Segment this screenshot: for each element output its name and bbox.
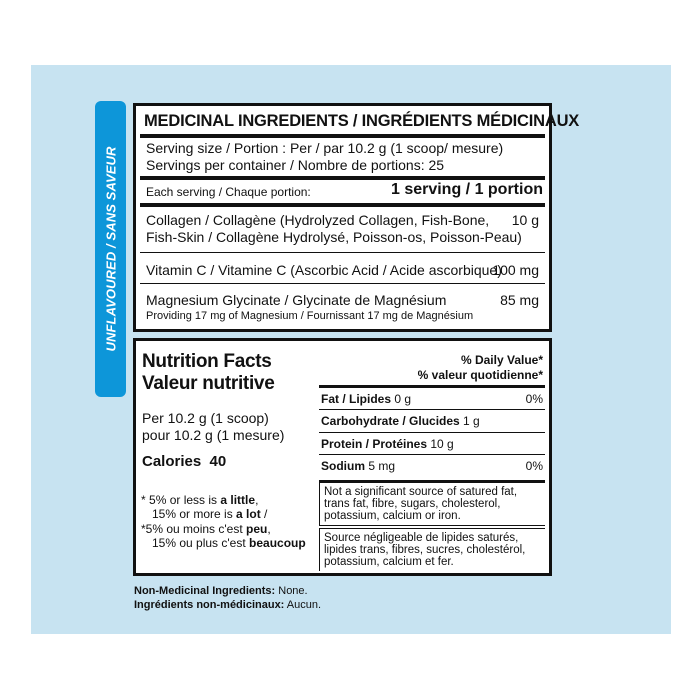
footnote-line: *5% ou moins c'est peu, — [141, 522, 271, 536]
nutrition-title-fr: Valeur nutritive — [142, 373, 275, 394]
dv-header-fr: % valeur quotidienne* — [417, 368, 543, 382]
note-fr: Source négligeable de lipides saturés, lipides trans, fibres, sucres, cholestérol, potassium, calcium et fer. — [319, 528, 545, 571]
ingredient-subline: Providing 17 mg of Magnesium / Fournissant 17 mg de Magnésium — [146, 310, 474, 322]
ingredient-line: Collagen / Collagène (Hydrolyzed Collagen, Fish-Bone, — [146, 212, 490, 228]
calories: Calories 40 — [142, 453, 227, 470]
per-serving-fr: pour 10.2 g (1 mesure) — [142, 427, 285, 443]
medicinal-title: MEDICINAL INGREDIENTS / INGRÉDIENTS MÉDICINAUX — [144, 112, 580, 130]
servings-per-container: Servings per container / Nombre de portions: 25 — [146, 157, 445, 173]
nutrition-title-en: Nutrition Facts — [142, 351, 272, 372]
nutrient-row: Fat / Lipides 0 g 0% — [319, 385, 545, 410]
serving-size: Serving size / Portion : Per / par 10.2 g (1 scoop/ mesure) — [146, 140, 504, 156]
non-medicinal-en: Non-Medicinal Ingredients: None. — [134, 585, 308, 597]
divider — [140, 176, 545, 180]
each-serving-label: Each serving / Chaque portion: — [146, 185, 311, 199]
nutrition-facts-panel — [133, 338, 552, 576]
ingredient-amount: 100 mg — [492, 262, 539, 278]
medicinal-ingredients-panel — [133, 103, 580, 332]
ingredient-line: Vitamin C / Vitamine C (Ascorbic Acid / Acide ascorbique) — [146, 262, 502, 278]
each-serving-value: 1 serving / 1 portion — [390, 181, 543, 198]
divider — [140, 283, 545, 284]
ingredient-line: Fish-Skin / Collagène Hydrolysé, Poisson-os, Poisson-Peau) — [146, 229, 522, 245]
ingredient-amount: 10 g — [511, 212, 539, 228]
note-en: Not a significant source of satured fat, trans fat, fibre, sugars, cholesterol, potassium, calcium or iron. — [319, 480, 545, 526]
nutrient-row: Sodium 5 mg 0% — [319, 454, 545, 477]
divider — [140, 134, 545, 138]
divider — [140, 252, 545, 253]
ingredient-amount: 85 mg — [500, 292, 539, 308]
nutrient-row: Protein / Protéines 10 g — [319, 432, 545, 455]
per-serving-en: Per 10.2 g (1 scoop) — [142, 410, 269, 426]
ingredient-line: Magnesium Glycinate / Glycinate de Magnésium — [146, 292, 447, 308]
side-tab-text: UNFLAVOURED / SANS SAVEUR — [103, 146, 118, 352]
divider — [140, 203, 545, 207]
nutrient-row: Carbohydrate / Glucides 1 g — [319, 409, 545, 432]
non-medicinal-fr: Ingrédients non-médicinaux: Aucun. — [134, 599, 322, 611]
dv-header-en: % Daily Value* — [460, 353, 543, 367]
footnote-line: 15% ou plus c'est beaucoup — [152, 536, 306, 550]
footnote-line: 15% or more is a lot / — [152, 507, 268, 521]
footnote-line: * 5% or less is a little, — [141, 493, 259, 507]
side-tab — [95, 101, 126, 397]
